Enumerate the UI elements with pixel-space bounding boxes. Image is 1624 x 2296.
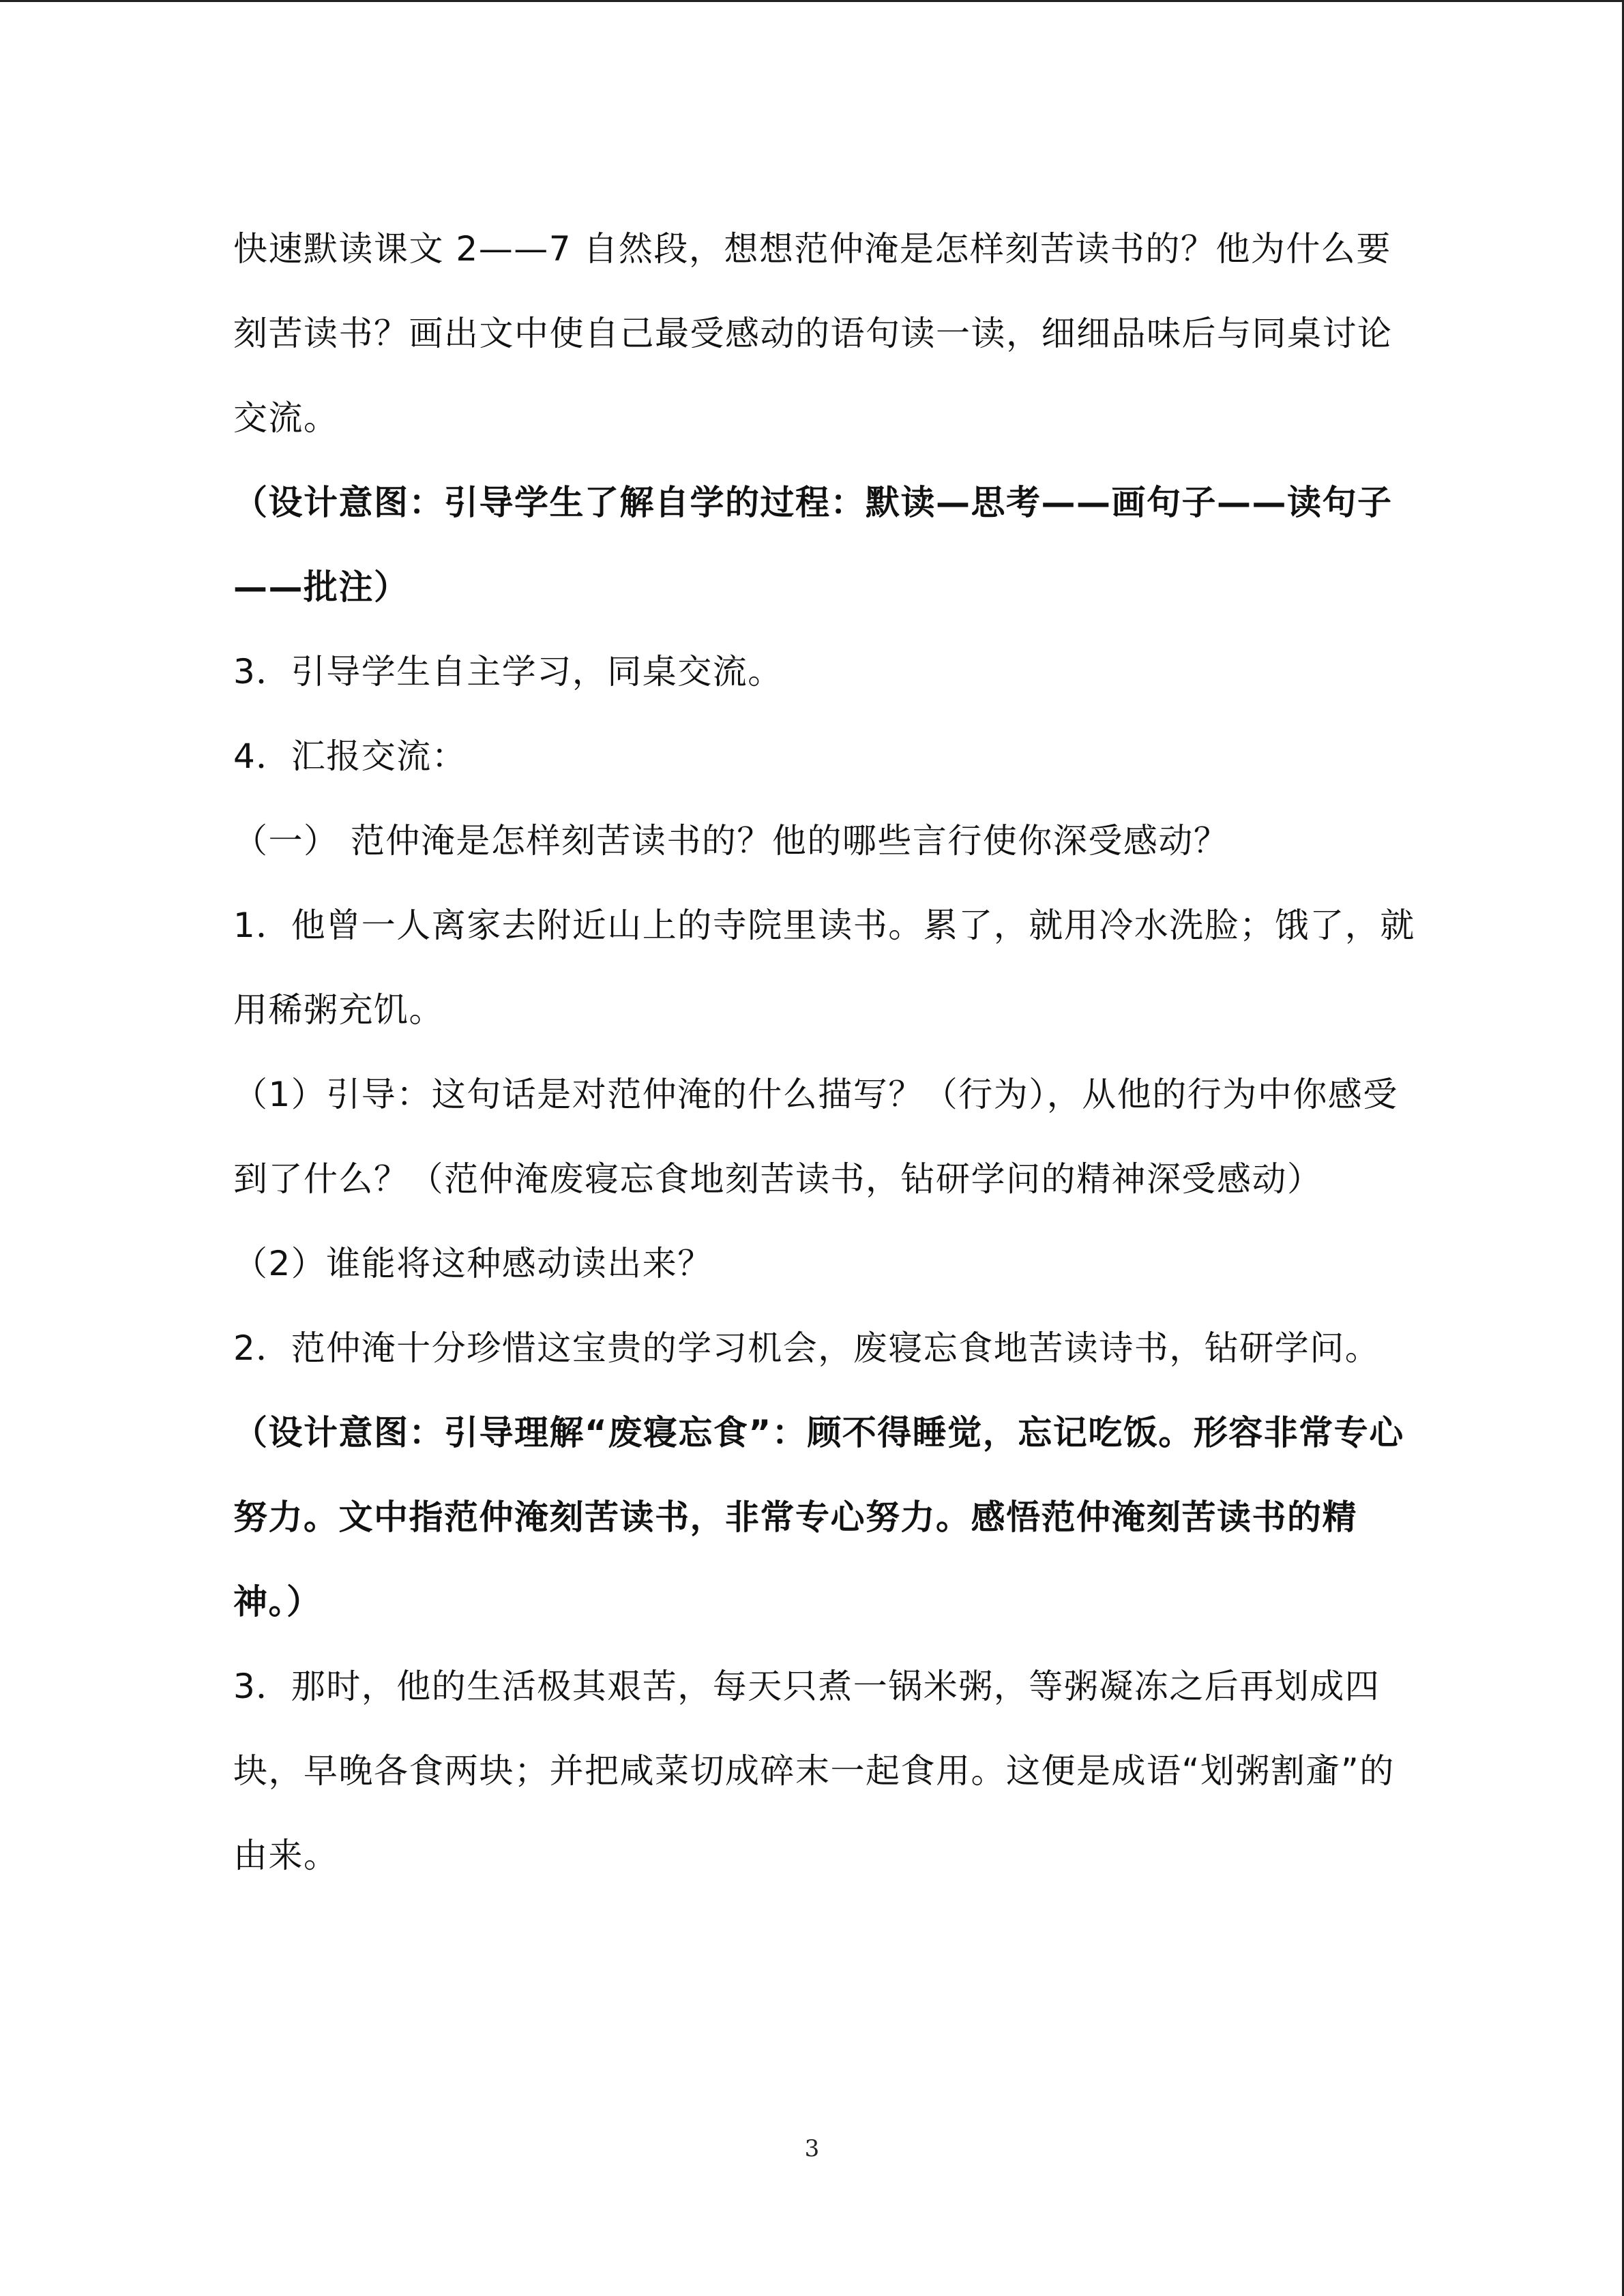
document-body: [233, 207, 1423, 1898]
paragraph-guide-2: （2）谁能将这种感动读出来？: [233, 1244, 713, 1283]
paragraph-design-intent-1: （设计意图：引导学生了解自学的过程：默读—思考——画句子——读句子——批注）: [233, 483, 1393, 607]
paragraph-design-intent-2: （设计意图：引导理解“废寝忘食”：顾不得睡觉，忘记吃饭。形容非常专心努力。文中指范仲淹刻苦读书，非常专心努力。感悟范仲淹刻苦读书的精神。）: [233, 1413, 1404, 1622]
paragraph-point-1: 1．他曾一人离家去附近山上的寺院里读书。累了，就用冷水洗脸；饿了，就用稀粥充饥。: [233, 906, 1415, 1030]
paragraph-section-1-question: （一） 范仲淹是怎样刻苦读书的？他的哪些言行使你深受感动？: [233, 821, 1229, 861]
paragraph-step-4: 4．汇报交流：: [233, 736, 467, 776]
paragraph-point-3: 3．那时，他的生活极其艰苦，每天只煮一锅米粥，等粥凝冻之后再划成四块，早晚各食两块；并把咸菜切成碎末一起食用。这便是成语“划粥割齑”的由来。: [233, 1667, 1395, 1875]
paragraph-point-2: 2．范仲淹十分珍惜这宝贵的学习机会，废寝忘食地苦读诗书，钻研学问。: [233, 1328, 1381, 1368]
paragraph-reading-task: 快速默读课文 2——7 自然段，想想范仲淹是怎样刻苦读书的？他为什么要刻苦读书？画出文中使自己最受感动的语句读一读，细细品味后与同桌讨论交流。: [233, 229, 1393, 438]
paragraph-guide-1: （1）引导：这句话是对范仲淹的什么描写？（行为），从他的行为中你感受到了什么？（范仲淹废寝忘食地刻苦读书，钻研学问的精神深受感动）: [233, 1075, 1398, 1199]
page-number: 3: [804, 2135, 820, 2162]
paragraph-step-3: 3．引导学生自主学习，同桌交流。: [233, 652, 783, 691]
